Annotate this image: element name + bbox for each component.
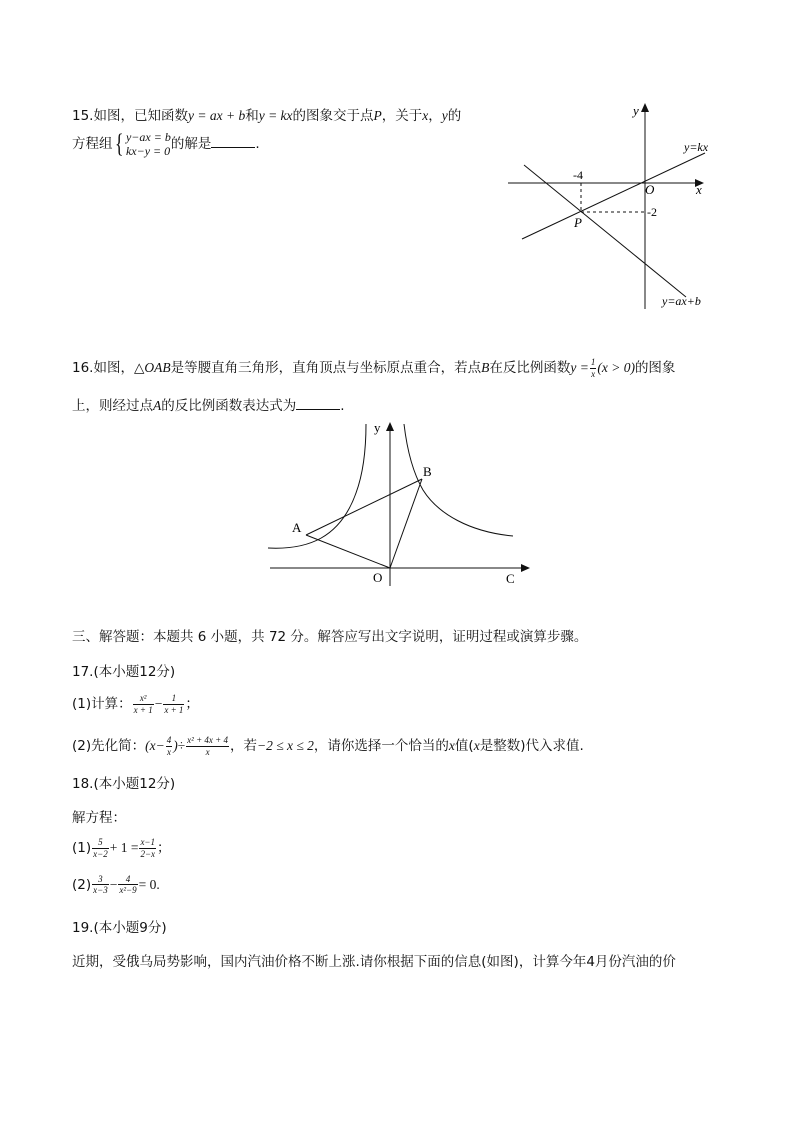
fig15-point-p: P — [574, 215, 582, 230]
fig15-y-label: y — [633, 103, 639, 118]
q19-text: 近期，受俄乌局势影响，国内汽油价格不断上涨.请你根据下面的信息(如图)，计算今年4月份汽油的价 — [72, 954, 676, 970]
q19-head: 19.(本小题9分) — [72, 920, 167, 936]
section-3-header: 三、解答题：本题共 6 小题，共 72 分。解答应写出文字说明，证明过程或演算步骤。 — [72, 629, 588, 645]
q17-head: 17.(本小题12分) — [72, 664, 176, 680]
fig15-origin: O — [645, 182, 655, 197]
q15-line1: 15.如图，已知函数y = ax + b和y = kx的图象交于点P，关于x，y的 — [72, 108, 462, 124]
y-arrow — [641, 103, 649, 112]
fig16-a-label: A — [292, 520, 302, 535]
line-axb — [524, 165, 686, 297]
q18-part2: (2) $\frac{3}{x-3}$ − $\frac{4}{\text{x²−9}}$ = 0. — [72, 874, 160, 896]
line-kx — [522, 153, 705, 239]
answer-blank-15 — [211, 137, 255, 148]
y-arrow — [386, 422, 394, 431]
fig16-origin: O — [373, 570, 383, 585]
q18-head: 18.(本小题12分) — [72, 776, 176, 792]
fig15-tick-x: -4 — [573, 168, 583, 182]
x-arrow — [521, 564, 530, 572]
q17-part2: (2)先化简：(x− $\frac{4}{x}$ )÷ $\frac{\text{x² + 4x + 4}}{x}$ ，若−2 ≤ x ≤ 2，请你选择一个恰当的x值(x是整数)代入求值. — [72, 735, 584, 757]
answer-blank-16 — [296, 399, 340, 410]
fig16-b-label: B — [423, 464, 432, 479]
q18-part1: (1) $\frac{5}{x-2}$ + 1 = $\frac{x-1}{2-x}$ ； — [72, 837, 171, 859]
q15-line2: 方程组{ y−ax = b kx−y = 0 的解是 . — [72, 129, 260, 158]
fig15-label-kx: y=kx — [684, 140, 709, 154]
fig16-y-label: y — [374, 420, 381, 435]
fig15-tick-y: -2 — [647, 205, 657, 219]
fig15-x-label: x — [696, 182, 702, 197]
q18-intro: 解方程： — [72, 810, 126, 826]
figure-16 — [260, 418, 540, 590]
q16-line1: 16.如图，△OAB是等腰直角三角形，直角顶点与坐标原点重合，若点B在反比例函数y = $\frac{1}{x}$ (x > 0)的图象 — [72, 357, 676, 379]
q17-part1: (1)计算： $\frac{\text{x²}}{x + 1}$ − $\frac{1}{x + 1}$ ； — [72, 693, 199, 715]
figure-15 — [500, 95, 730, 317]
segment-oa — [306, 535, 390, 568]
fig15-label-axb: y=ax+b — [662, 294, 701, 308]
q16-line2: 上，则经过点A的反比例函数表达式为 . — [72, 398, 345, 414]
fig16-c-label: C — [506, 571, 515, 586]
